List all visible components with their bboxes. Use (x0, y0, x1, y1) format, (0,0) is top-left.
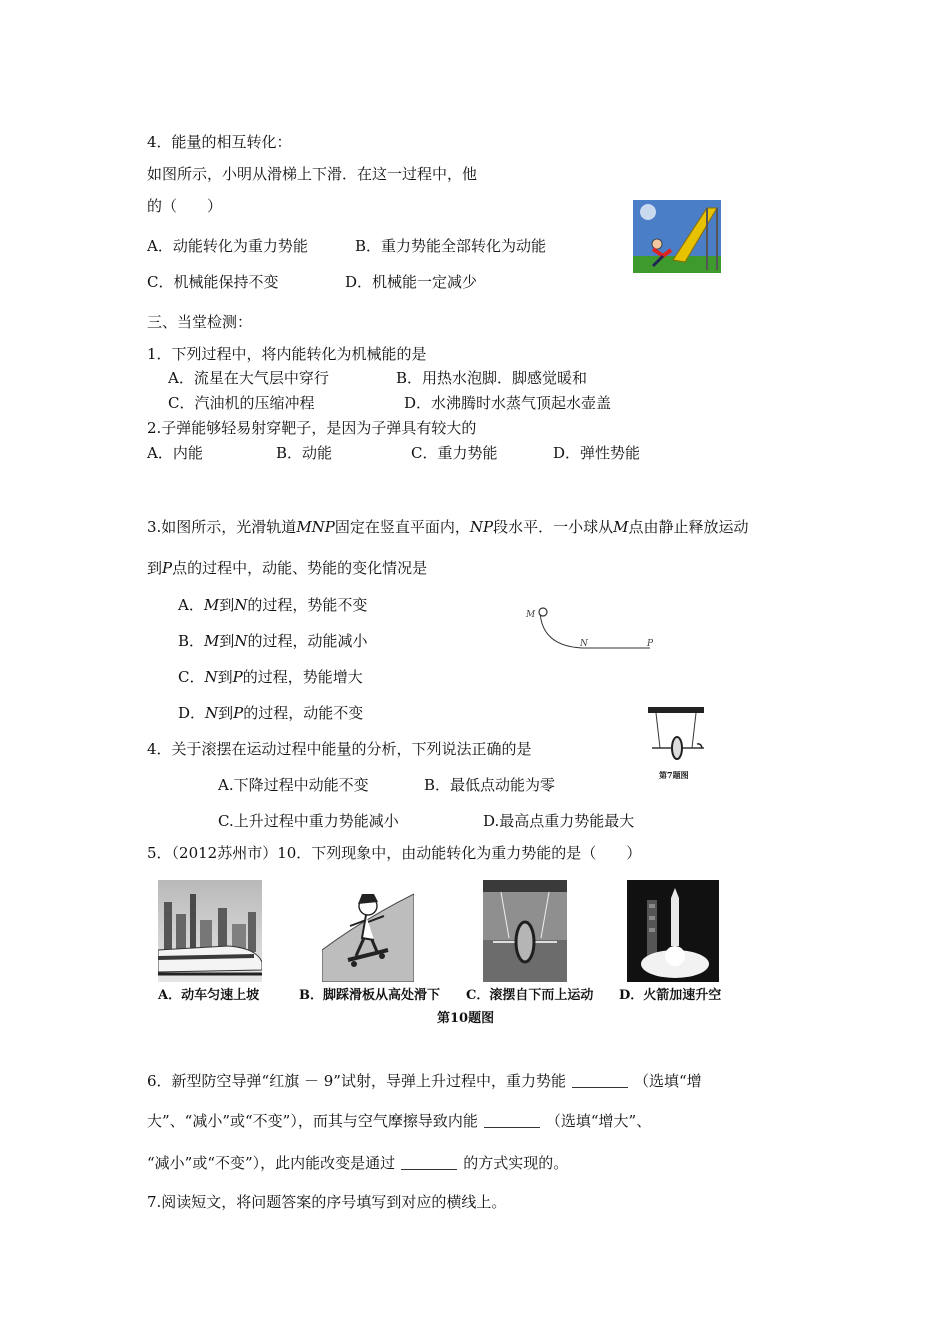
track-label-p: P (647, 639, 654, 649)
q5-caption-c: C．滚摆自下而上运动 (466, 988, 594, 1003)
bullet-train-picture (158, 880, 262, 982)
q4b-option-c: C.上升过程中重力势能减小 (218, 812, 399, 830)
q4b-option-d: D.最高点重力势能最大 (483, 812, 635, 830)
q4b-stem: 4．关于滚摆在运动过程中能量的分析，下列说法正确的是 (147, 740, 532, 758)
track-label-n: N (580, 639, 588, 649)
q1-option-c: C．汽油机的压缩冲程 (168, 394, 315, 412)
q6-blank-1[interactable] (572, 1073, 628, 1088)
q5-caption-b: B．脚踩滑板从高处滑下 (299, 988, 440, 1003)
q4a-stem-line1: 如图所示，小明从滑梯上下滑．在这一过程中，他 (147, 165, 478, 183)
q4a-option-b: B．重力势能全部转化为动能 (355, 237, 547, 255)
q7-stem: 7.阅读短文，将问题答案的序号填写到对应的横线上。 (147, 1193, 507, 1211)
slide-picture (633, 200, 721, 273)
track-diagram (520, 602, 660, 658)
skateboard-picture (322, 880, 414, 982)
q2-option-c: C．重力势能 (411, 444, 498, 462)
q4a-title: 4．能量的相互转化： (147, 133, 292, 151)
q4a-option-c: C．机械能保持不变 (147, 273, 279, 291)
q2-option-a: A．内能 (147, 444, 203, 462)
q3-option-b: B．M到N的过程，动能减小 (178, 632, 368, 650)
q1-option-b: B．用热水泡脚．脚感觉暖和 (396, 369, 588, 387)
q6-line1: 6．新型防空导弹“红旗 － 9”试射，导弹上升过程中，重力势能 （选填“增 (147, 1072, 702, 1090)
q2-option-d: D．弹性势能 (553, 444, 641, 462)
rocket-launch-picture (627, 880, 719, 982)
q3-stem-line1: 3.如图所示，光滑轨道MNP固定在竖直平面内，NP段水平．一小球从M点由静止释放运动 (147, 518, 749, 536)
q4b-figure-caption: 第7题图 (659, 770, 689, 780)
q1-stem: 1．下列过程中，将内能转化为机械能的是 (147, 345, 427, 363)
q4a-option-d: D．机械能一定减少 (345, 273, 478, 291)
q3-stem-line2: 到P点的过程中，动能、势能的变化情况是 (147, 559, 428, 577)
q5-figure-caption: 第10题图 (437, 1011, 495, 1026)
q3-option-d: D．N到P的过程，动能不变 (178, 704, 364, 722)
q4a-stem-line2: 的（ ） (147, 197, 223, 215)
q4b-option-b: B．最低点动能为零 (424, 776, 556, 794)
q5-caption-a: A．动车匀速上坡 (158, 988, 260, 1003)
q1-option-d: D．水沸腾时水蒸气顶起水壶盖 (404, 394, 612, 412)
q3-option-c: C．N到P的过程，势能增大 (178, 668, 363, 686)
q1-option-a: A．流星在大气层中穿行 (168, 369, 329, 387)
q6-blank-3[interactable] (401, 1155, 457, 1170)
maxwell-wheel-diagram (646, 704, 708, 762)
rolling-pendulum-picture (483, 880, 567, 982)
q5-stem: 5．（2012苏州市）10．下列现象中，由动能转化为重力势能的是（ ） (147, 844, 642, 862)
q2-stem: 2.子弹能够轻易射穿靶子，是因为子弹具有较大的 (147, 419, 477, 437)
q3-option-a: A．M到N的过程，势能不变 (178, 596, 368, 614)
q6-blank-2[interactable] (484, 1113, 540, 1128)
track-label-m: M (526, 610, 536, 620)
q2-option-b: B．动能 (276, 444, 333, 462)
q5-caption-d: D．火箭加速升空 (619, 988, 722, 1003)
q4b-option-a: A.下降过程中动能不变 (218, 776, 369, 794)
q6-line3: “减小”或“不变”），此内能改变是通过 的方式实现的。 (147, 1154, 569, 1172)
q4a-option-a: A．动能转化为重力势能 (147, 237, 308, 255)
q6-line2: 大”、“减小”或“不变”），而其与空气摩擦导致内能 （选填“增大”、 (147, 1112, 652, 1130)
section-3-heading: 三、当堂检测： (147, 313, 253, 331)
